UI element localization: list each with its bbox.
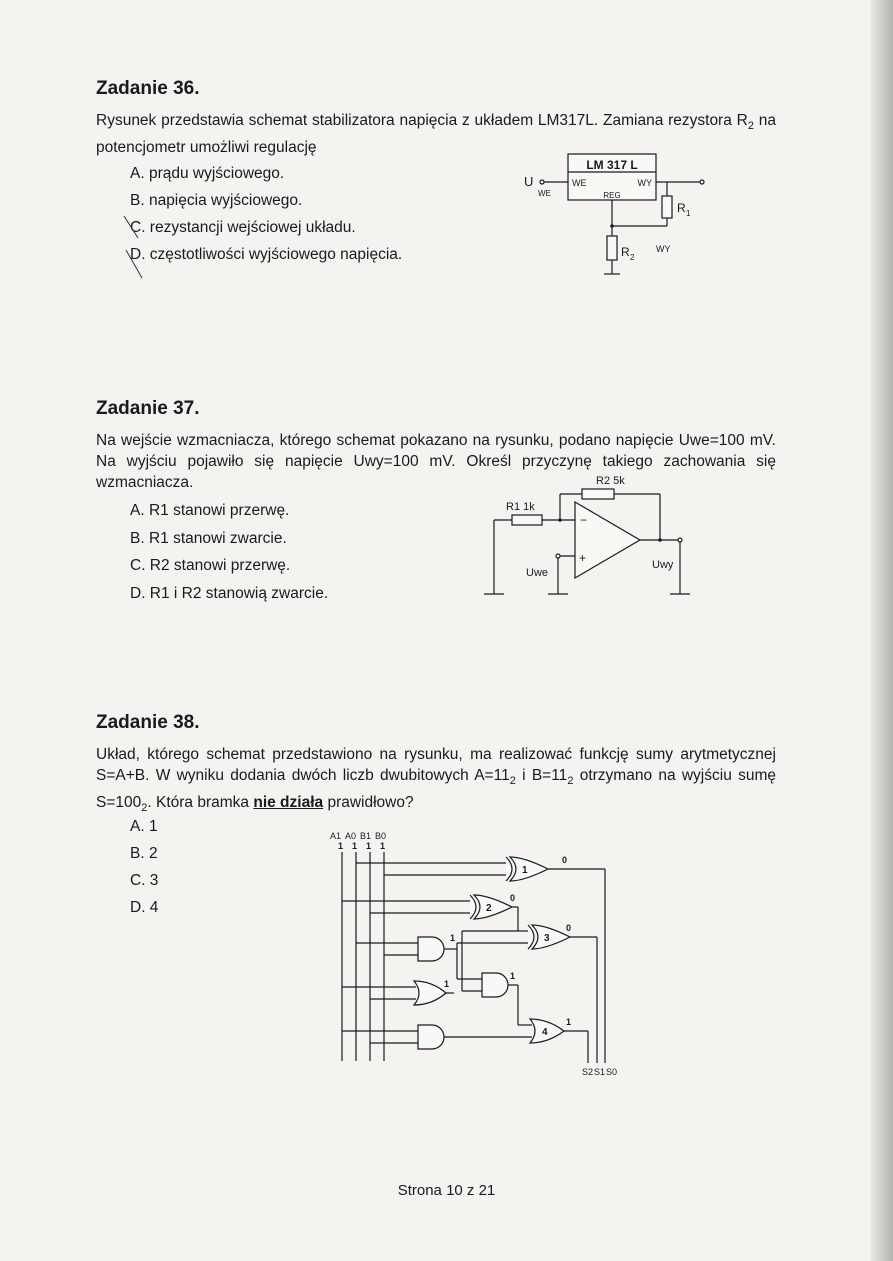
gate-4-output: 1 <box>566 1017 572 1027</box>
input-a0: A0 <box>345 831 357 841</box>
u-in-sub: WE <box>538 189 551 198</box>
emphasis-nie-dziala: nie działa <box>253 794 324 812</box>
lm317-regulator-diagram <box>522 150 712 285</box>
q38-option-c[interactable]: C. 3 <box>130 872 159 889</box>
r2-label: R <box>621 245 630 259</box>
gate-2-label: 2 <box>486 903 492 914</box>
pen-strike-marks <box>118 212 148 282</box>
and-gate-2-output: 1 <box>510 971 516 981</box>
uwe-label: Uwe <box>526 567 549 579</box>
and-gate-1-output: 1 <box>450 933 456 943</box>
gate-3-label: 3 <box>544 933 550 944</box>
r1-sub: 1 <box>686 209 691 218</box>
gate-2-output: 0 <box>510 893 516 903</box>
q38-title: Zadanie 38. <box>96 712 200 733</box>
q38-option-a[interactable]: A. 1 <box>130 818 158 835</box>
and-gate-1 <box>418 937 444 961</box>
output-s1: S1 <box>594 1067 606 1077</box>
q37-option-b[interactable]: B. R1 stanowi zwarcie. <box>130 530 287 547</box>
q36-option-a[interactable]: A. prądu wyjściowego. <box>130 165 285 182</box>
q37-option-a[interactable]: A. R1 stanowi przerwę. <box>130 502 290 519</box>
u-in-label: U <box>524 174 534 189</box>
q36-text: Rysunek przedstawia schemat stabilizatora napięcia z układem LM317L. Zamiana rezystora $R_2$ na potencjometr umożliwi regulację <box>96 112 776 157</box>
gate-4-label: 4 <box>542 1027 548 1038</box>
pin-wy-label: WY <box>637 178 652 188</box>
r1-resistor <box>662 196 672 218</box>
page-footer: Strona 10 z 21 <box>397 1182 496 1199</box>
pin-we-label: WE <box>572 178 587 188</box>
r1-label: R <box>677 201 686 215</box>
opamp-minus: − <box>580 513 588 527</box>
input-b1: B1 <box>360 831 372 841</box>
gate-3-output: 0 <box>566 923 572 933</box>
input-a0-value: 1 <box>352 841 358 851</box>
amplifier-diagram <box>480 472 710 612</box>
q37-title: Zadanie 37. <box>96 398 200 419</box>
gate-1-label: 1 <box>522 865 528 876</box>
input-b0: B0 <box>375 831 387 841</box>
uwy-label: Uwy <box>652 559 674 571</box>
chip-label: LM 317 L <box>586 158 638 172</box>
q38-text: Układ, którego schemat przedstawiono na rysunku, ma realizować funkcję sumy arytmetycznej S=A+B. W wyniku dodania dwóch liczb dwubitowych $A=11_2$ i $B=11_2$ otrzymano na wyjściu sumę $S=100_2$. Która bramka nie działa prawidłowo? <box>96 746 776 815</box>
r2-resistor <box>582 489 614 499</box>
q36-option-d[interactable]: D. częstotliwości wyjściowego napięcia. <box>130 246 403 263</box>
output-s0: S0 <box>606 1067 618 1077</box>
q36-title: Zadanie 36. <box>96 78 200 99</box>
and-gate-2 <box>482 973 508 997</box>
q36-option-c[interactable]: C. rezystancji wejściowej układu. <box>130 219 356 236</box>
or-gate <box>414 981 446 1005</box>
or-gate-output: 1 <box>444 979 450 989</box>
q37-option-c[interactable]: C. R2 stanowi przerwę. <box>130 557 291 574</box>
r1-resistor <box>512 515 542 525</box>
wy-label: WY <box>656 244 671 254</box>
output-s2: S2 <box>582 1067 594 1077</box>
input-a1-value: 1 <box>338 841 344 851</box>
input-b0-value: 1 <box>380 841 386 851</box>
opamp-plus: + <box>579 551 587 565</box>
pin-reg-label: REG <box>603 191 621 200</box>
q37-option-d[interactable]: D. R1 i R2 stanowią zwarcie. <box>130 585 329 602</box>
r1-label: R1 1k <box>506 501 535 513</box>
adder-logic-diagram <box>320 825 630 1080</box>
q37-text: Na wejście wzmacniacza, którego schemat pokazano na rysunku, podano napięcie Uwe=100 mV. Na wyjściu pojawiło się napięcie Uwy=100 mV. Określ przyczynę takiego zachowania się wzmacniacza. <box>96 432 776 491</box>
q36-option-b[interactable]: B. napięcia wyjściowego. <box>130 192 303 209</box>
page-edge <box>871 0 893 1261</box>
input-b1-value: 1 <box>366 841 372 851</box>
r2-resistor <box>607 236 617 260</box>
q38-option-b[interactable]: B. 2 <box>130 845 158 862</box>
and-gate-3 <box>418 1025 444 1049</box>
q38-option-d[interactable]: D. 4 <box>130 899 159 916</box>
r2-sub: 2 <box>630 253 635 262</box>
gate-1-output: 0 <box>562 855 568 865</box>
r2-label: R2 5k <box>596 475 625 487</box>
input-a1: A1 <box>330 831 342 841</box>
